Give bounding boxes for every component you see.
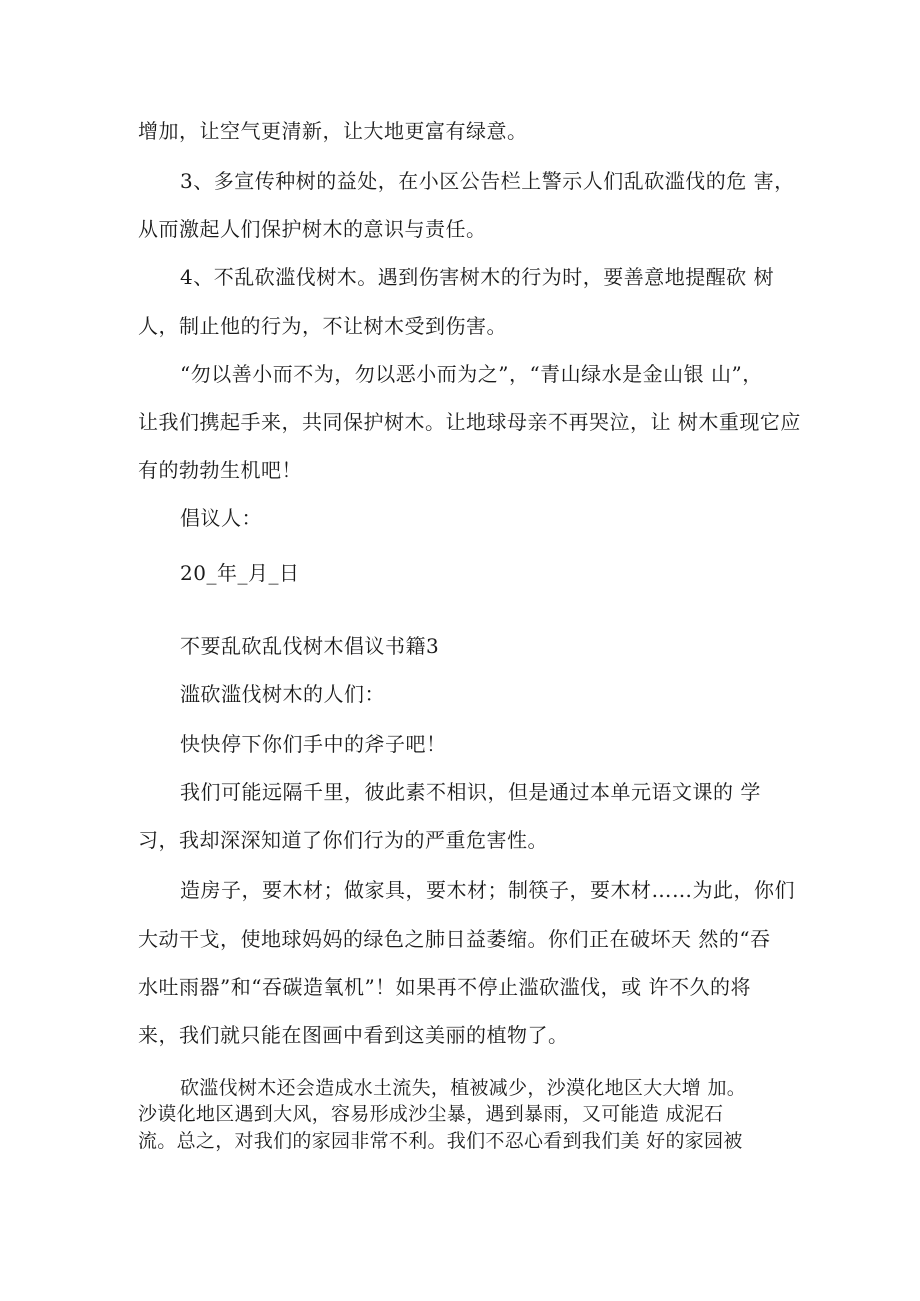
paragraph-line: 人，制止他的行为，不让树木受到伤害。	[138, 314, 507, 338]
signature-label: 倡议人：	[180, 506, 262, 530]
paragraph-line: 增加，让空气更清新，让大地更富有绿意。	[138, 119, 528, 143]
salutation: 滥砍滥伐树木的人们：	[180, 682, 385, 706]
paragraph-line: 砍滥伐树木还会造成水土流失，植被减少，沙漠化地区大大增 加。	[180, 1077, 747, 1099]
paragraph-line: 3、多宣传种树的益处，在小区公告栏上警示人们乱砍滥伐的危 害，	[180, 169, 795, 193]
paragraph-line: 水吐雨器”和“吞碳造氧机”！如果再不停止滥砍滥伐，或 许不久的将	[138, 975, 752, 999]
date-line: 20_年_月_日	[180, 561, 300, 585]
paragraph-line: 有的勃勃生机吧！	[138, 458, 302, 482]
paragraph-line: 4、不乱砍滥伐树木。遇到伤害树木的行为时，要善意地提醒砍 树	[180, 265, 775, 289]
section-title: 不要乱砍乱伐树木倡议书籍3	[180, 634, 440, 658]
paragraph-line: 我们可能远隔千里，彼此素不相识，但是通过本单元语文课的 学	[180, 780, 761, 804]
paragraph-line: 从而激起人们保护树木的意识与责任。	[138, 217, 487, 241]
paragraph-line: 大动干戈，使地球妈妈的绿色之肺日益萎缩。你们正在破坏天 然的“吞	[138, 927, 771, 951]
paragraph-line: 流。总之，对我们的家园非常不利。我们不忍心看到我们美 好的家园被	[138, 1130, 743, 1152]
paragraph-line: 沙谟化地区遇到大风，容易形成沙尘暴，遇到暴雨，又可能造 成泥石	[138, 1103, 724, 1125]
paragraph-line: “勿以善小而不为，勿以恶小而为之”，“青山绿水是金山银 山”，	[180, 362, 763, 386]
paragraph-line: 让我们携起手来，共同保护树木。让地球母亲不再哭泣，让 树木重现它应	[138, 410, 801, 434]
paragraph-line: 快快停下你们手中的斧子吧！	[180, 732, 447, 756]
paragraph-line: 习，我却深深知道了你们行为的严重危害性。	[138, 828, 548, 852]
paragraph-line: 造房子，要木材；做家具，要木材；制筷子，要木材……为此，你们	[180, 878, 795, 902]
paragraph-line: 来，我们就只能在图画中看到这美丽的植物了。	[138, 1023, 569, 1047]
